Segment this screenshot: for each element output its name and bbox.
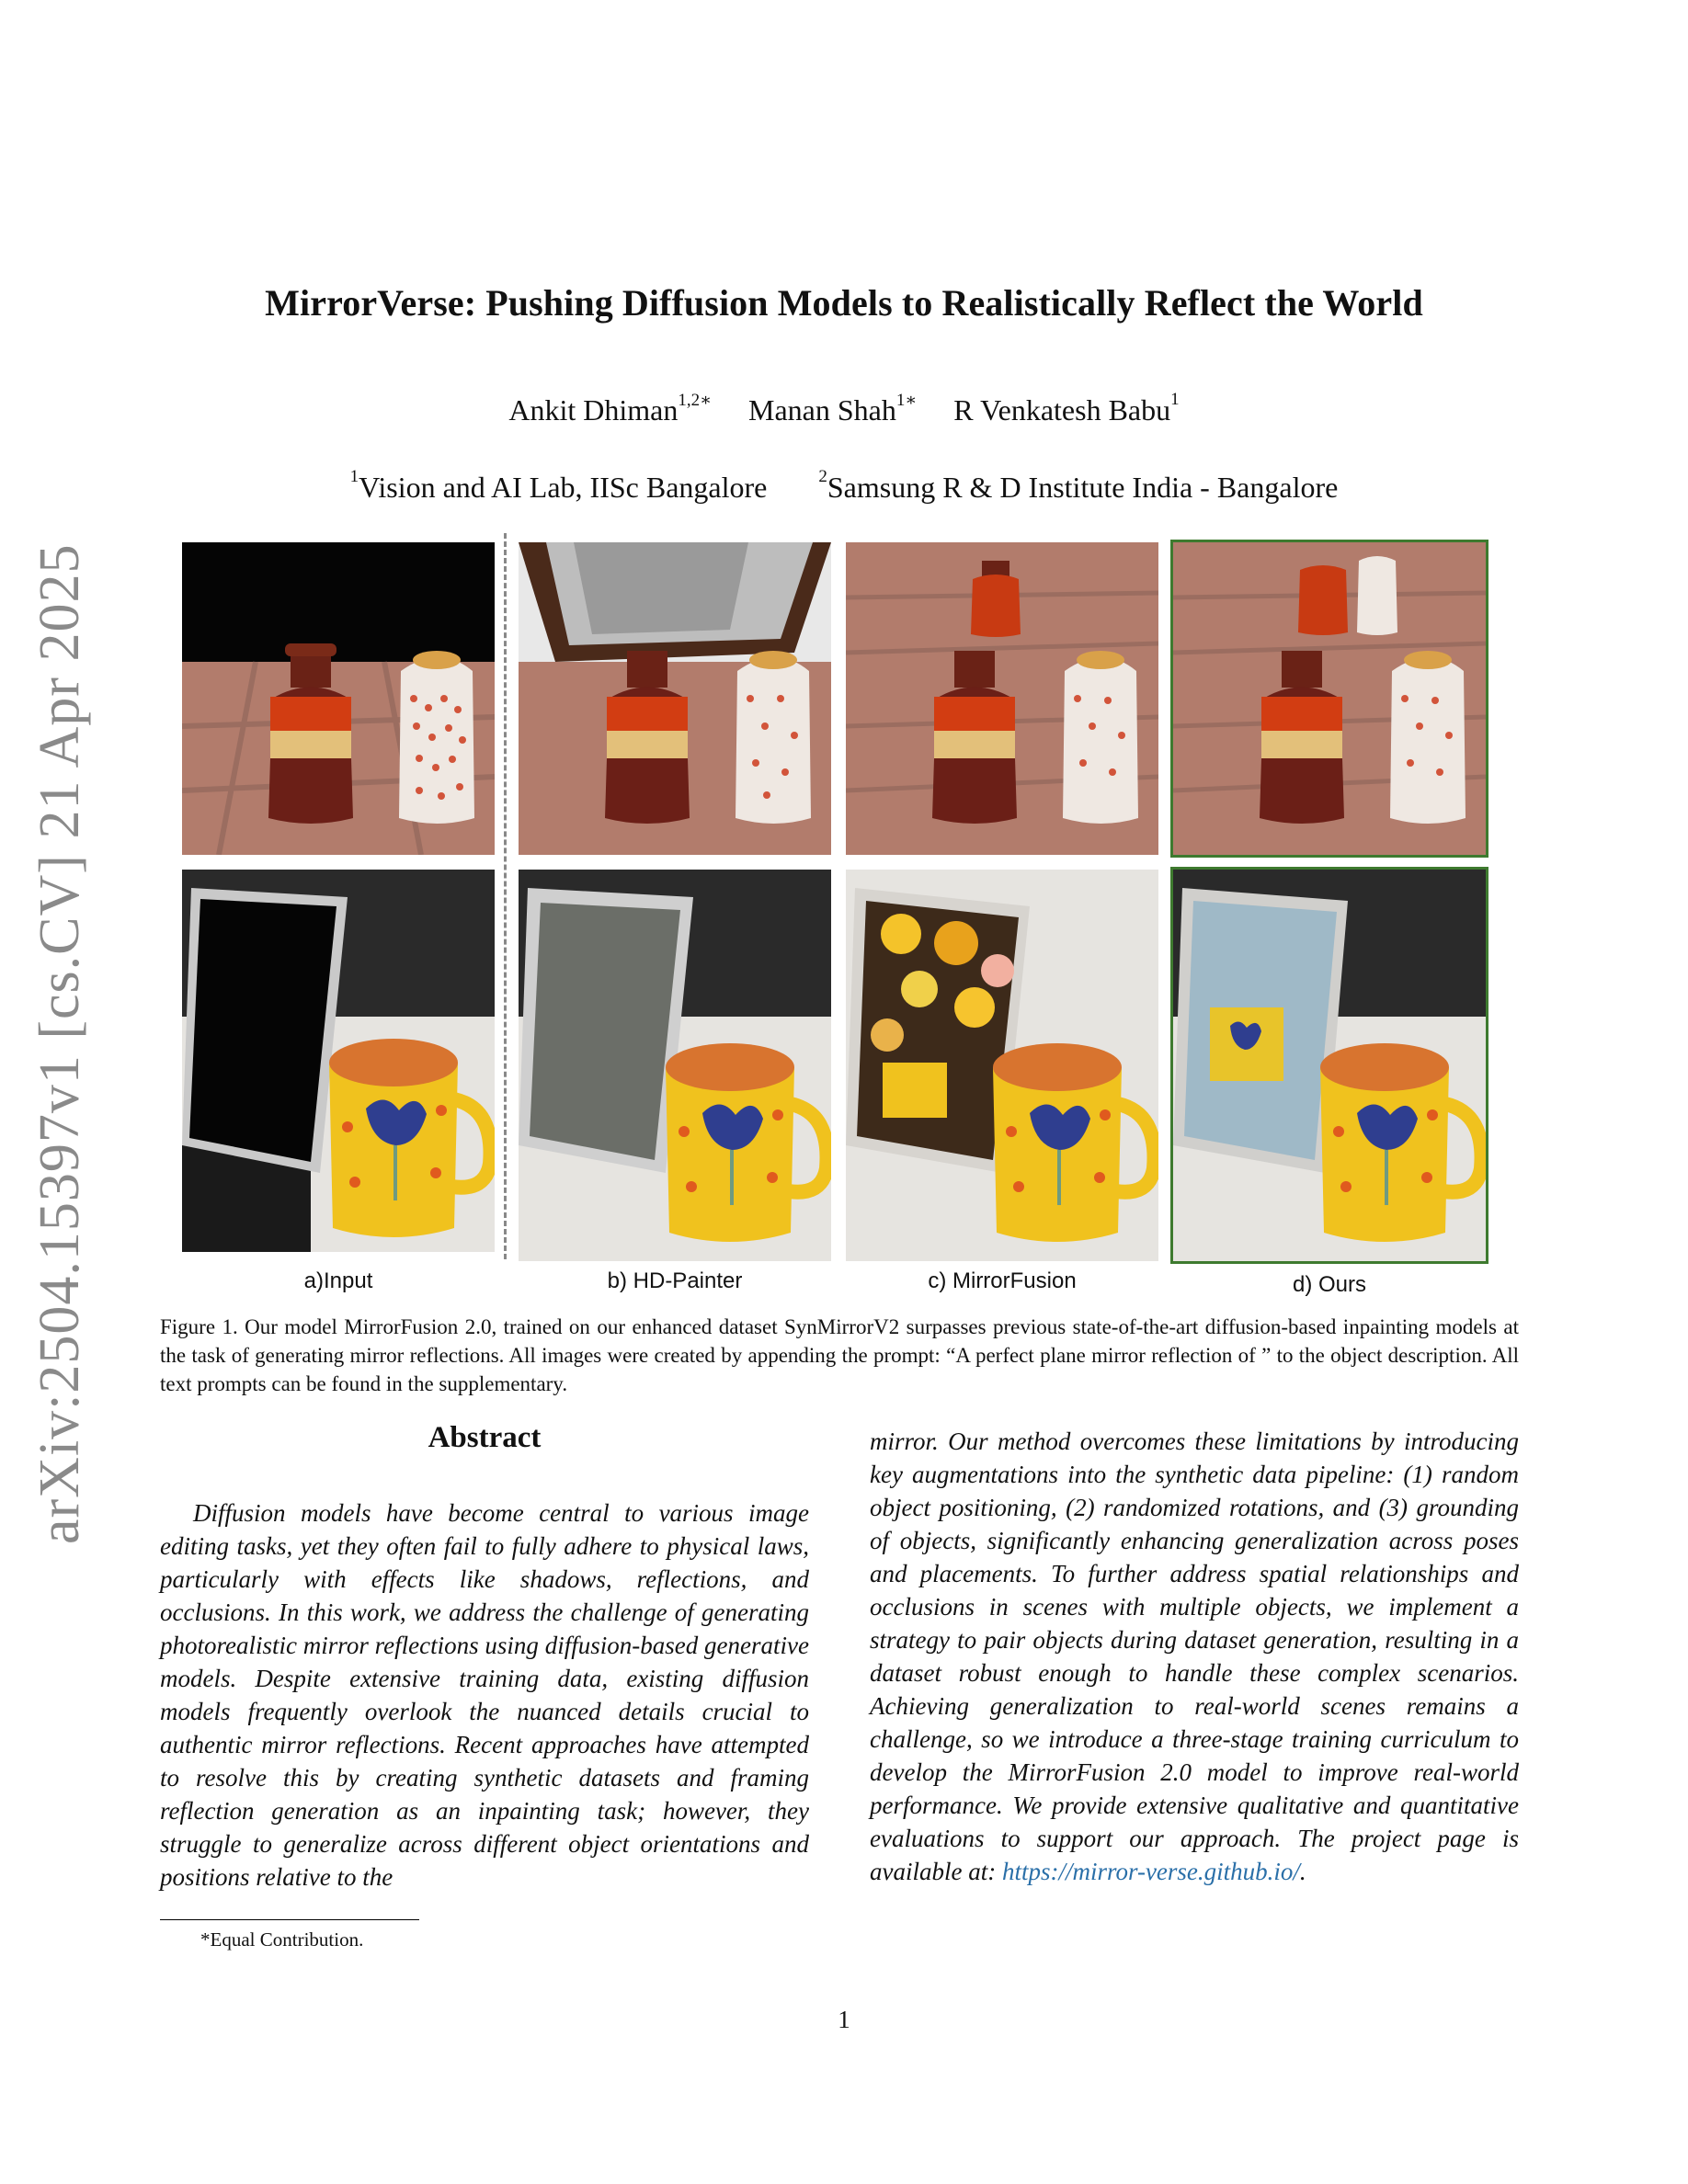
- input-vases-image: [182, 542, 495, 855]
- input-mug-image: [182, 870, 495, 1252]
- abstract-right-column: [870, 1425, 1519, 1888]
- figure-divider: [504, 533, 507, 1259]
- project-page-link[interactable]: https://mirror-verse.github.io/: [1001, 1858, 1300, 1885]
- affiliation-mark: 1: [349, 467, 359, 486]
- affiliation-mark: 2: [818, 467, 827, 486]
- author-name: R Venkatesh Babu: [953, 393, 1171, 427]
- paper-title: MirrorVerse: Pushing Diffusion Models to Realistically Reflect the World: [265, 282, 1423, 324]
- mirrorfusion-vases-image: [846, 542, 1158, 855]
- arxiv-identifier: arXiv:2504.15397v1 [cs.CV] 21 Apr 2025: [29, 543, 91, 1544]
- figure-label-input: a)Input: [303, 1268, 373, 1293]
- author-list: [0, 390, 1688, 427]
- figure-label-mirrorfusion: c) MirrorFusion: [928, 1268, 1077, 1293]
- hdpainter-vases-image: [519, 542, 831, 855]
- figure-label-hdpainter: b) HD-Painter: [607, 1268, 743, 1293]
- author-affiliation-mark: 1∗: [895, 391, 918, 410]
- author-name: Ankit Dhiman: [508, 393, 679, 427]
- affiliation-name: Samsung R & D Institute India - Bangalore: [827, 471, 1339, 504]
- figure-label-ours: d) Ours: [1292, 1272, 1366, 1297]
- page-number: 1: [838, 2006, 850, 2033]
- ours-mug-image: [1173, 870, 1486, 1261]
- affiliation-list: [0, 467, 1688, 505]
- footnote-rule: [160, 1919, 419, 1920]
- author-affiliation-mark: 1,2∗: [678, 391, 713, 410]
- affiliation-name: Vision and AI Lab, IISc Bangalore: [359, 471, 768, 504]
- hdpainter-mug-image: [519, 870, 831, 1261]
- footnote: *Equal Contribution.: [200, 1928, 364, 1951]
- author-name: Manan Shah: [748, 393, 896, 427]
- mirrorfusion-mug-image: [846, 870, 1158, 1261]
- abstract-link-suffix: .: [1299, 1858, 1306, 1885]
- abstract-right-text: mirror. Our method overcomes these limitations by introducing key augmentations into the synthetic data pipeline: (1) random object positioning, (2) randomized rotations, and (3) grounding of objects, significantly enhancing generalization across poses and placements. To further address spatial relationships and occlusions in scenes with multiple objects, we implement a strategy to pair objects during dataset generation, resulting in a dataset robust enough to handle these complex scenarios. Achieving generalization to real-world scenes remains a challenge, so we introduce a three-stage training curriculum to develop the MirrorFusion 2.0 model to improve real-world performance. We provide extensive qualitative and quantitative evaluations to support our approach. The project page is available at:: [870, 1428, 1519, 1885]
- author-affiliation-mark: 1: [1170, 390, 1180, 409]
- abstract-heading: Abstract: [428, 1421, 542, 1454]
- abstract-left-column: Diffusion models have become central to various image editing tasks, yet they often fail to fully adhere to physical laws, particularly with effects like shadows, reflections, and occlusions. In this work, we address the challenge of generating photorealistic mirror reflections using diffusion-based generative models. Despite extensive training data, existing diffusion models frequently overlook the nuanced details crucial to authentic mirror reflections. Recent approaches have attempted to resolve this by creating synthetic datasets and framing reflection generation as an inpainting task; however, they struggle to generalize across different object orientations and positions relative to the: [160, 1499, 809, 1891]
- figure-caption: Figure 1. Our model MirrorFusion 2.0, trained on our enhanced dataset SynMirrorV2 surpasses previous state-of-the-art diffusion-based inpainting models at the task of generating mirror reflections. All images were created by appending the prompt: “A perfect plane mirror reflection of ” to the object description. All text prompts can be found in the supplementary.: [160, 1315, 1519, 1395]
- ours-vases-image: [1173, 542, 1486, 855]
